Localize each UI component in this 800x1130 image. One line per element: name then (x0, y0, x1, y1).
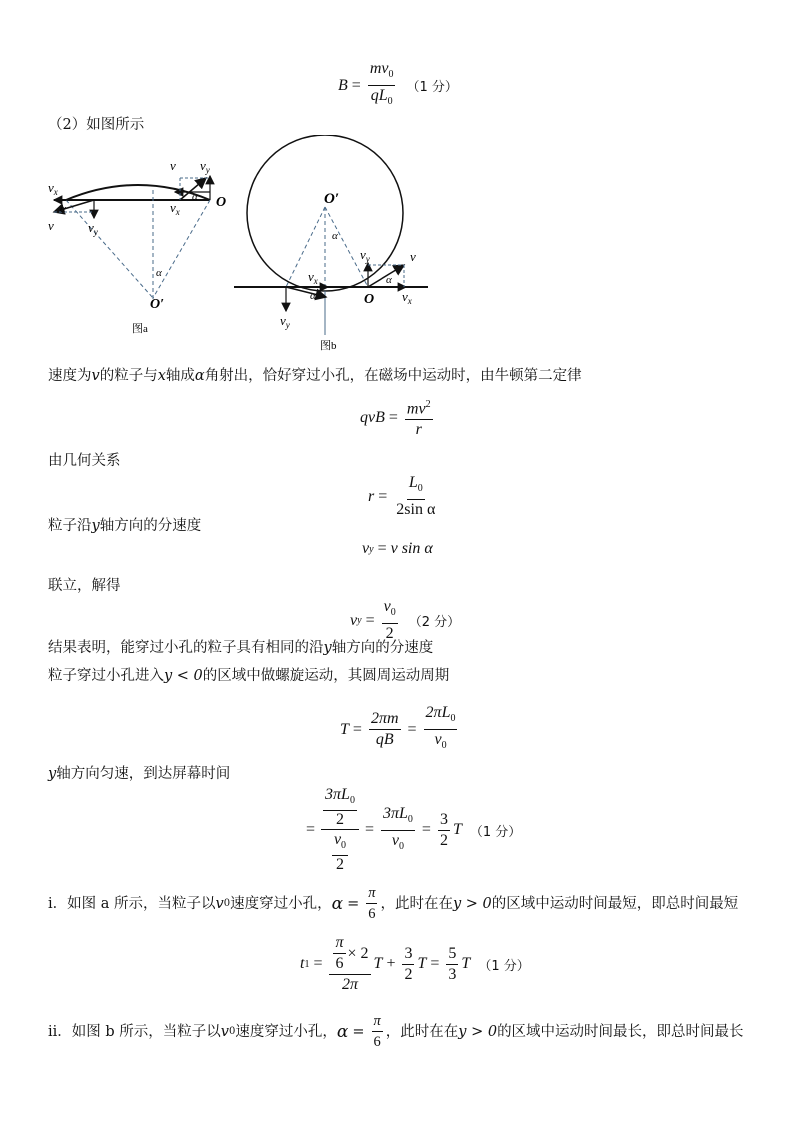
label-v-right-b: v (410, 249, 416, 264)
paragraph-6: 粒子穿过小孔进入y < 0的区域中做螺旋运动，其圆周运动周期 (48, 668, 450, 684)
paragraph-1: 速度为v的粒子与x轴成α角射出，恰好穿过小孔，在磁场中运动时，由牛顿第二定律 (48, 368, 582, 384)
equation-magnetic-field: B = $\frac{mv_0}{qL_0}$ （1 分） (338, 60, 458, 111)
equation-radius: r = $\frac{L_0}{\text{2sin α}}$ (368, 474, 436, 519)
label-vy-left: $v_y$ (88, 220, 98, 237)
fraction: $\frac{mv_0}{qL_0}$ (369, 60, 394, 108)
figure-a (40, 150, 240, 350)
equation-vy-result: v y = $\frac{v_0}{2}$ （2 分） (350, 598, 461, 643)
label-alpha-right-b: α (386, 274, 392, 286)
label-vy-right: $v_y$ (200, 158, 210, 175)
label-O: O (216, 195, 227, 210)
label-alpha-right: α (192, 191, 198, 203)
label-vx-left-b: $v_x$ (308, 269, 318, 286)
label-Oprime: O′ (150, 297, 165, 312)
label-O-b: O (364, 292, 375, 307)
equation-vy: v y = v sin α (362, 540, 433, 557)
section-heading: （2）如图所示 (48, 117, 145, 133)
label-v-right: v (170, 158, 176, 173)
equation-lorentz: qvB = $\frac{mv^2}{r}$ (360, 396, 436, 439)
label-alpha-left-b: α (310, 290, 316, 302)
label-vx-right: $v_x$ (170, 200, 180, 217)
label-vy-left-b: $v_y$ (280, 313, 290, 330)
label-alpha-left: α (60, 203, 66, 215)
label-vx-left: $v_x$ (48, 180, 58, 197)
paragraph-5: 结果表明，能穿过小孔的粒子具有相同的沿y轴方向的分速度 (48, 640, 434, 656)
figure-a-caption: 图a (132, 323, 148, 335)
paragraph-9: ii．如图 b 所示，当粒子以 v 0 速度穿过小孔， α = $\frac{\pi}{6}$ ，此时在在 y > 0 的区域中运动时间最长，即总时间最长 (48, 1013, 744, 1050)
label-alpha-center: α (156, 267, 162, 279)
paragraph-7: y轴方向匀速，到达屏幕时间 (48, 766, 231, 782)
label-Oprime-b: O′ (324, 191, 340, 207)
label-v-left: v (48, 218, 54, 233)
equation-t1: t 1 = $\frac{\pi}{6}$ × 2 2π T + $\frac{3}{2}$ T = $\frac{5}{3}$ T （1 分） (300, 934, 530, 993)
figure-b-caption: 图b (320, 340, 337, 352)
equation-time: = $3\pi L_0$ 2 $v_0$ 2 = $\frac{3\pi L_0}{v_0}$ = $\frac{3}{2}$ T （1 分） (306, 786, 522, 874)
label-vy-right-b: $v_y$ (360, 247, 370, 264)
equation-period: T = $\frac{2\pi m}{qB}$ = $\frac{2\pi L_0}{v_0}$ (340, 704, 456, 752)
paragraph-4: 联立，解得 (48, 578, 121, 594)
label-alpha-top-b: α (332, 230, 338, 242)
label-vx-right-b: $v_x$ (402, 289, 412, 306)
paragraph-3: 粒子沿y轴方向的分速度 (48, 518, 202, 534)
figure-b (228, 135, 438, 360)
paragraph-8: i．如图 a 所示，当粒子以 v 0 速度穿过小孔， α = $\frac{\pi}{6}$ ，此时在在 y > 0 的区域中运动时间最短，即总时间最短 (48, 885, 739, 922)
paragraph-2: 由几何关系 (48, 453, 121, 469)
score-note: （1 分） (406, 80, 458, 96)
